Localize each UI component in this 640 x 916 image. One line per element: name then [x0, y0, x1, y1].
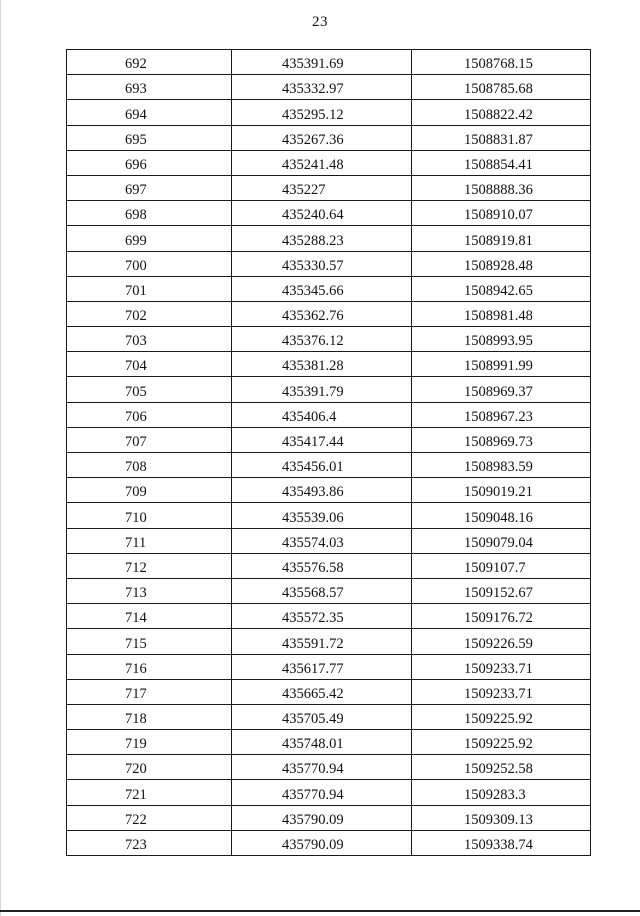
point-number-cell: 697: [67, 175, 232, 200]
y-coordinate-cell: 1508969.37: [412, 377, 591, 402]
y-coordinate-cell: 1509225.92: [412, 730, 591, 755]
table-row: [67, 478, 591, 503]
x-coordinate-cell: 435417.44: [232, 427, 412, 452]
point-number-cell: 716: [67, 654, 232, 679]
x-coordinate-cell: 435391.79: [232, 377, 412, 402]
table-row: [67, 604, 591, 629]
table-row: [67, 150, 591, 175]
table-row: [67, 553, 591, 578]
x-coordinate-cell: 435574.03: [232, 528, 412, 553]
point-number-cell: 694: [67, 100, 232, 125]
x-coordinate-cell: 435617.77: [232, 654, 412, 679]
point-number-cell: 702: [67, 301, 232, 326]
point-number-cell: 718: [67, 704, 232, 729]
coordinates-table: [66, 49, 591, 856]
point-number-cell: 717: [67, 679, 232, 704]
point-number-cell: 721: [67, 780, 232, 805]
point-number-cell: 705: [67, 377, 232, 402]
table-row: [67, 175, 591, 200]
page-edge-left: [0, 0, 1, 916]
x-coordinate-cell: 435576.58: [232, 553, 412, 578]
y-coordinate-cell: 1508831.87: [412, 125, 591, 150]
x-coordinate-cell: 435790.09: [232, 805, 412, 830]
y-coordinate-cell: 1508969.73: [412, 427, 591, 452]
point-number-cell: 704: [67, 352, 232, 377]
table-row: [67, 704, 591, 729]
table-row: [67, 629, 591, 654]
page-bottom-edge: [0, 910, 640, 912]
y-coordinate-cell: 1508910.07: [412, 201, 591, 226]
x-coordinate-cell: 435362.76: [232, 301, 412, 326]
table-row: [67, 125, 591, 150]
x-coordinate-cell: 435227: [232, 175, 412, 200]
point-number-cell: 706: [67, 402, 232, 427]
coordinates-table-body: [67, 50, 591, 856]
point-number-cell: 719: [67, 730, 232, 755]
x-coordinate-cell: 435332.97: [232, 75, 412, 100]
y-coordinate-cell: 1508785.68: [412, 75, 591, 100]
point-number-cell: 701: [67, 276, 232, 301]
y-coordinate-cell: 1509079.04: [412, 528, 591, 553]
y-coordinate-cell: 1509233.71: [412, 679, 591, 704]
x-coordinate-cell: 435330.57: [232, 251, 412, 276]
point-number-cell: 693: [67, 75, 232, 100]
x-coordinate-cell: 435456.01: [232, 453, 412, 478]
x-coordinate-cell: 435267.36: [232, 125, 412, 150]
table-row: [67, 75, 591, 100]
table-row: [67, 578, 591, 603]
table-row: [67, 352, 591, 377]
table-row: [67, 201, 591, 226]
page-number: 23: [312, 14, 328, 30]
x-coordinate-cell: 435568.57: [232, 578, 412, 603]
y-coordinate-cell: 1508822.42: [412, 100, 591, 125]
x-coordinate-cell: 435288.23: [232, 226, 412, 251]
table-row: [67, 402, 591, 427]
y-coordinate-cell: 1509107.7: [412, 553, 591, 578]
x-coordinate-cell: 435539.06: [232, 503, 412, 528]
table-row: [67, 830, 591, 855]
x-coordinate-cell: 435591.72: [232, 629, 412, 654]
x-coordinate-cell: 435572.35: [232, 604, 412, 629]
point-number-cell: 700: [67, 251, 232, 276]
point-number-cell: 715: [67, 629, 232, 654]
table-row: [67, 528, 591, 553]
x-coordinate-cell: 435493.86: [232, 478, 412, 503]
y-coordinate-cell: 1509019.21: [412, 478, 591, 503]
x-coordinate-cell: 435345.66: [232, 276, 412, 301]
point-number-cell: 710: [67, 503, 232, 528]
table-row: [67, 226, 591, 251]
point-number-cell: 722: [67, 805, 232, 830]
y-coordinate-cell: 1509338.74: [412, 830, 591, 855]
x-coordinate-cell: 435770.94: [232, 755, 412, 780]
y-coordinate-cell: 1508928.48: [412, 251, 591, 276]
y-coordinate-cell: 1509225.92: [412, 704, 591, 729]
x-coordinate-cell: 435770.94: [232, 780, 412, 805]
point-number-cell: 707: [67, 427, 232, 452]
x-coordinate-cell: 435748.01: [232, 730, 412, 755]
y-coordinate-cell: 1509309.13: [412, 805, 591, 830]
table-row: [67, 100, 591, 125]
point-number-cell: 698: [67, 201, 232, 226]
y-coordinate-cell: 1508768.15: [412, 50, 591, 75]
table-row: [67, 730, 591, 755]
point-number-cell: 692: [67, 50, 232, 75]
y-coordinate-cell: 1509226.59: [412, 629, 591, 654]
y-coordinate-cell: 1509176.72: [412, 604, 591, 629]
y-coordinate-cell: 1508981.48: [412, 301, 591, 326]
point-number-cell: 703: [67, 327, 232, 352]
table-row: [67, 679, 591, 704]
x-coordinate-cell: 435381.28: [232, 352, 412, 377]
point-number-cell: 711: [67, 528, 232, 553]
point-number-cell: 699: [67, 226, 232, 251]
table-row: [67, 755, 591, 780]
y-coordinate-cell: 1509252.58: [412, 755, 591, 780]
y-coordinate-cell: 1509152.67: [412, 578, 591, 603]
point-number-cell: 708: [67, 453, 232, 478]
x-coordinate-cell: 435240.64: [232, 201, 412, 226]
x-coordinate-cell: 435295.12: [232, 100, 412, 125]
x-coordinate-cell: 435665.42: [232, 679, 412, 704]
x-coordinate-cell: 435705.49: [232, 704, 412, 729]
table-row: [67, 301, 591, 326]
y-coordinate-cell: 1508854.41: [412, 150, 591, 175]
point-number-cell: 712: [67, 553, 232, 578]
point-number-cell: 720: [67, 755, 232, 780]
y-coordinate-cell: 1508967.23: [412, 402, 591, 427]
point-number-cell: 696: [67, 150, 232, 175]
point-number-cell: 713: [67, 578, 232, 603]
table-row: [67, 503, 591, 528]
table-row: [67, 276, 591, 301]
point-number-cell: 709: [67, 478, 232, 503]
y-coordinate-cell: 1508993.95: [412, 327, 591, 352]
point-number-cell: 714: [67, 604, 232, 629]
x-coordinate-cell: 435406.4: [232, 402, 412, 427]
table-row: [67, 50, 591, 75]
table-row: [67, 805, 591, 830]
table-row: [67, 780, 591, 805]
x-coordinate-cell: 435790.09: [232, 830, 412, 855]
y-coordinate-cell: 1508888.36: [412, 175, 591, 200]
y-coordinate-cell: 1508983.59: [412, 453, 591, 478]
y-coordinate-cell: 1509233.71: [412, 654, 591, 679]
table-row: [67, 327, 591, 352]
table-row: [67, 251, 591, 276]
y-coordinate-cell: 1509283.3: [412, 780, 591, 805]
x-coordinate-cell: 435376.12: [232, 327, 412, 352]
table-row: [67, 453, 591, 478]
x-coordinate-cell: 435241.48: [232, 150, 412, 175]
y-coordinate-cell: 1509048.16: [412, 503, 591, 528]
x-coordinate-cell: 435391.69: [232, 50, 412, 75]
point-number-cell: 695: [67, 125, 232, 150]
y-coordinate-cell: 1508919.81: [412, 226, 591, 251]
table-row: [67, 377, 591, 402]
point-number-cell: 723: [67, 830, 232, 855]
table-row: [67, 427, 591, 452]
y-coordinate-cell: 1508991.99: [412, 352, 591, 377]
y-coordinate-cell: 1508942.65: [412, 276, 591, 301]
table-row: [67, 654, 591, 679]
